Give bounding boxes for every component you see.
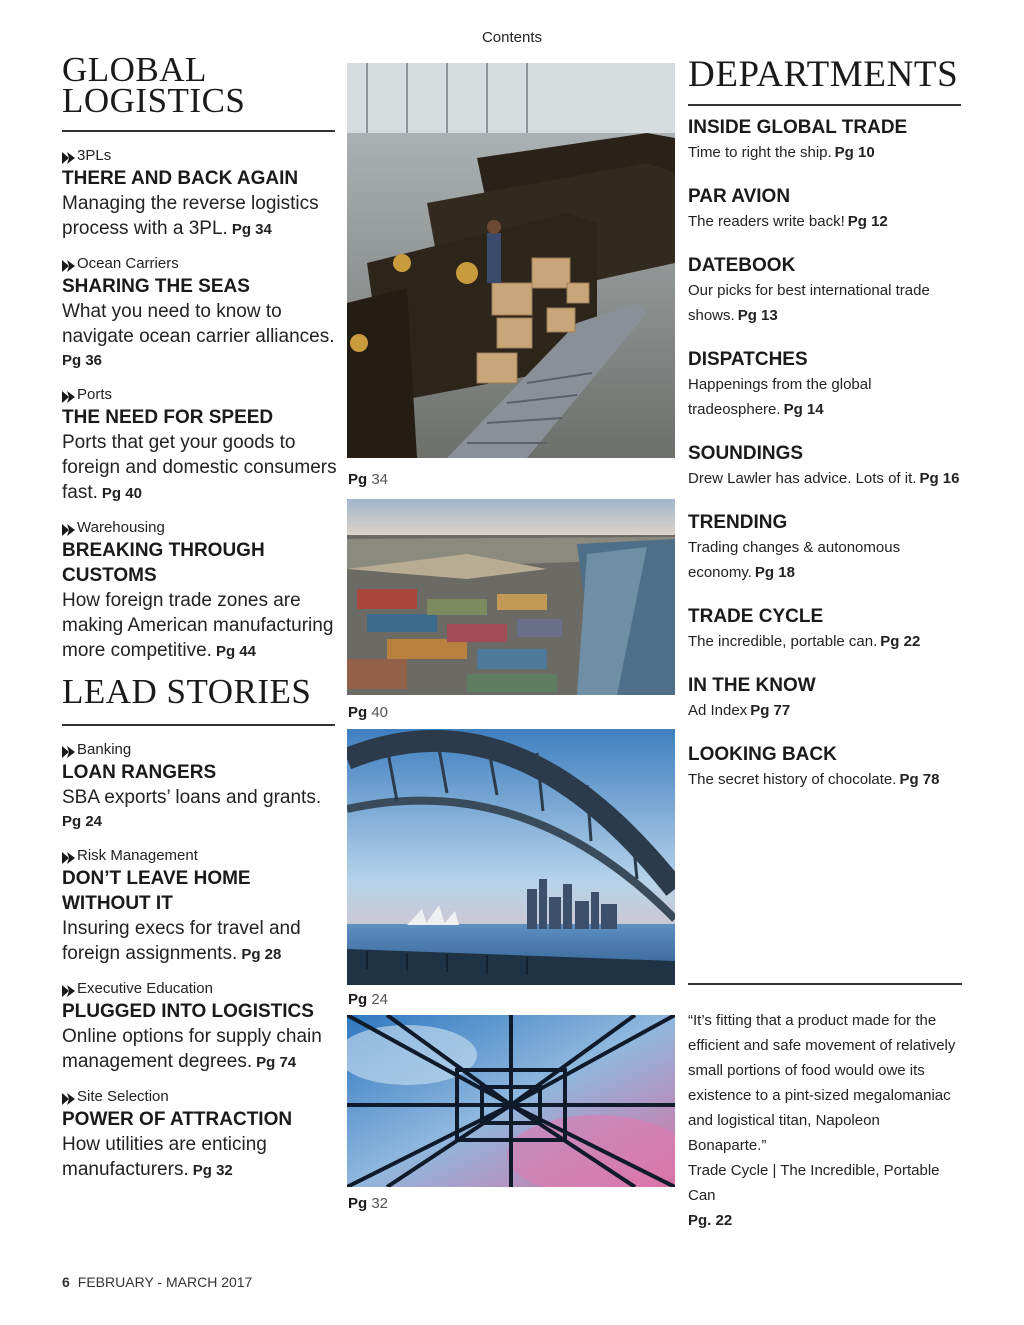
department-entry [688,116,964,165]
department-title: DISPATCHES [688,349,808,370]
department-title: TRADE CYCLE [688,606,824,627]
section-divider [62,724,335,726]
department-page: Pg 16 [919,470,960,487]
arrow-bullet-icon [62,850,75,862]
lead-stories-list [62,740,337,1183]
quote-source: Trade Cycle | The Incredible, Portable Can [688,1162,940,1204]
department-description: The readers write back! Pg 12 [688,213,888,230]
page-section-label: Contents [481,29,543,46]
department-page: Pg 78 [899,771,940,788]
quote-divider [688,983,962,985]
pull-quote [688,1008,956,1233]
department-title: SOUNDINGS [688,443,804,464]
arrow-bullet-icon [62,983,75,995]
page-number: 6 [62,1274,70,1290]
department-page: Pg 22 [880,633,921,650]
story-title: THE NEED FOR SPEED [62,407,274,428]
story-description: Managing the reverse logistics process with a 3PL. Pg 34 [62,193,319,239]
department-description: Happenings from the global tradeosphere. Pg 14 [688,376,872,418]
story-description: Insuring execs for travel and foreign assignments. Pg 28 [62,918,301,964]
story-title: PLUGGED INTO LOGISTICS [62,1001,314,1022]
ups-warehouse-photo [347,63,675,458]
department-entry [688,348,964,422]
story-page: Pg 40 [101,485,142,502]
arrow-bullet-icon [62,522,75,534]
story-title: DON’T LEAVE HOME WITHOUT IT [62,868,251,914]
issue-date: FEBRUARY - MARCH 2017 [77,1274,253,1290]
department-title: TRENDING [688,512,788,533]
story-page: Pg 28 [241,946,282,963]
quote-text: “It’s fitting that a product made for the efficient and safe movement of relatively small portions of food would owe its existence to a pint-sized megalomaniac and logistical titan, Napoleon Bonaparte.” [688,1012,956,1154]
arrow-bullet-icon [62,389,75,401]
story-category: Banking [62,740,337,760]
story-title: BREAKING THROUGH CUSTOMS [62,540,265,586]
department-entry [688,511,964,585]
story-category: Ports [62,385,337,405]
story-category: Ocean Carriers [62,254,337,274]
story-category: 3PLs [62,146,337,166]
department-description: Drew Lawler has advice. Lots of it. Pg 16 [688,470,960,487]
page-footer [62,1274,252,1290]
story-category: Warehousing [62,518,337,538]
photo-caption: Pg 34 [348,471,389,488]
story-description: How foreign trade zones are making American manufacturing more competitive. Pg 44 [62,590,334,661]
department-page: Pg 13 [737,307,778,324]
department-description: The secret history of chocolate. Pg 78 [688,771,940,788]
department-title: DATEBOOK [688,255,796,276]
port-aerial-photo [347,499,675,695]
department-entry [688,743,964,792]
department-page: Pg 14 [783,401,824,418]
global-logistics-heading: GLOBAL LOGISTICS [62,50,246,120]
story-page: Pg 44 [215,643,256,660]
story-category: Executive Education [62,979,337,999]
story-title: SHARING THE SEAS [62,276,250,297]
department-entry [688,674,964,723]
department-page: Pg 12 [847,213,888,230]
department-title: LOOKING BACK [688,744,837,765]
department-entry [688,254,964,328]
department-page: Pg 77 [750,702,791,719]
harbour-bridge-photo [347,729,675,985]
arrow-bullet-icon [62,258,75,270]
photo-caption: Pg 24 [348,991,389,1008]
story-description: What you need to know to navigate ocean carrier alliances. Pg 36 [62,299,337,373]
photo-caption: Pg 40 [348,704,389,721]
story-entry [62,146,337,242]
arrow-bullet-icon [62,744,75,756]
story-page: Pg 34 [231,221,272,238]
story-entry [62,254,337,373]
power-tower-photo [347,1015,675,1187]
department-entry [688,442,964,491]
department-entry [688,605,964,654]
arrow-bullet-icon [62,1091,75,1103]
department-description: Trading changes & autonomous economy. Pg 18 [688,539,901,581]
story-title: LOAN RANGERS [62,762,217,783]
story-entry [62,1087,337,1183]
quote-page: Pg. 22 [688,1212,733,1229]
department-description: Our picks for best international trade shows. Pg 13 [688,282,930,324]
departments-heading: DEPARTMENTS [688,54,959,95]
story-description: How utilities are enticing manufacturers. Pg 32 [62,1134,267,1180]
department-description: The incredible, portable can. Pg 22 [688,633,921,650]
story-description: SBA exports’ loans and grants. Pg 24 [62,785,337,834]
department-page: Pg 18 [754,564,795,581]
story-description: Online options for supply chain management degrees. Pg 74 [62,1026,322,1072]
story-entry [62,740,337,834]
story-description: Ports that get your goods to foreign and domestic consumers fast. Pg 40 [62,432,337,503]
story-page: Pg 24 [62,813,103,830]
global-logistics-stories [62,146,337,664]
story-entry [62,385,337,506]
story-entry [62,846,337,967]
department-page: Pg 10 [834,144,875,161]
story-category: Risk Management [62,846,337,866]
story-entry [62,979,337,1075]
photo-caption: Pg 32 [348,1195,389,1212]
right-column [688,56,964,812]
story-entry [62,518,337,664]
departments-list [688,116,964,792]
arrow-bullet-icon [62,150,75,162]
department-title: PAR AVION [688,186,791,207]
lead-stories-heading: LEAD STORIES [62,672,312,711]
story-page: Pg 36 [62,352,103,369]
left-column [62,50,337,1195]
department-title: INSIDE GLOBAL TRADE [688,117,908,138]
story-page: Pg 74 [256,1054,297,1071]
section-divider [62,130,335,132]
department-entry [688,185,964,234]
story-page: Pg 32 [192,1162,233,1179]
story-category: Site Selection [62,1087,337,1107]
story-title: THERE AND BACK AGAIN [62,168,299,189]
section-divider [688,104,961,106]
department-description: Time to right the ship. Pg 10 [688,144,875,161]
story-title: POWER OF ATTRACTION [62,1109,293,1130]
department-description: Ad Index Pg 77 [688,702,791,719]
department-title: IN THE KNOW [688,675,816,696]
